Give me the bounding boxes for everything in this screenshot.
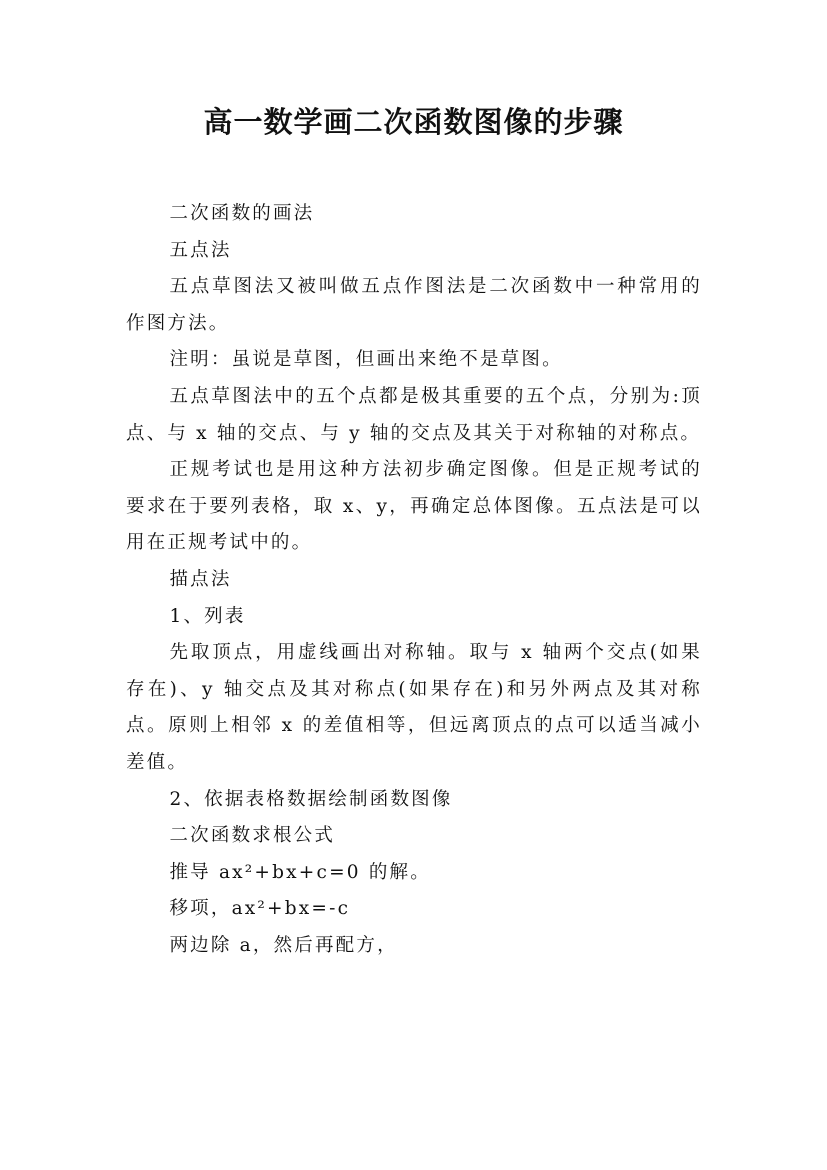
paragraph: 二次函数的画法 [169, 203, 315, 224]
paragraph: 移项，ax²+bx=-c [169, 898, 351, 920]
paragraph: 二次函数求根公式 [169, 825, 336, 847]
document-title: 高一数学画二次函数图像的步骤 [203, 105, 624, 139]
paragraph: 注明：虽说是草图，但画出来绝不是草图。 [169, 349, 563, 371]
paragraph: 描点法 [169, 568, 232, 590]
paragraph: 两边除 a，然后再配方， [169, 934, 398, 956]
paragraph: 2、依据表格数据绘制函数图像 [169, 788, 453, 810]
paragraph: 先取顶点，用虚线画出对称轴。取与 x 轴两个交点(如果存在)、y 轴交点及其对称点(如果存在)和另外两点及其对称点。原则上相邻 x 的差值相等，但远离顶点的点可以适当减小差值。 [126, 642, 702, 773]
paragraph: 推导 ax²+bx+c=0 的解。 [169, 861, 431, 883]
paragraph: 五点草图法又被叫做五点作图法是二次函数中一种常用的作图方法。 [126, 276, 702, 334]
paragraph: 正规考试也是用这种方法初步确定图像。但是正规考试的要求在于要列表格，取 x、y，再确定总体图像。五点法是可以用在正规考试中的。 [126, 459, 702, 554]
document-body [126, 196, 702, 964]
paragraph: 五点法 [169, 239, 232, 261]
paragraph: 五点草图法中的五个点都是极其重要的五个点，分别为:顶点、与 x 轴的交点、与 y 轴的交点及其关于对称轴的对称点。 [126, 385, 702, 444]
paragraph: 1、列表 [169, 605, 246, 627]
